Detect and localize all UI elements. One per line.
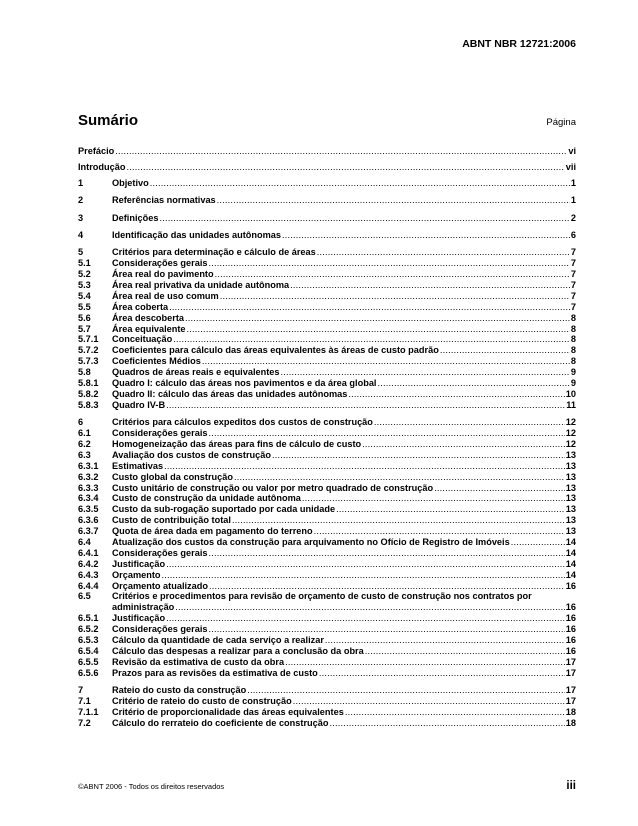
toc-entry-title: Custo de construção da unidade autônoma xyxy=(112,493,301,504)
toc-entry-page: 13 xyxy=(565,449,576,460)
toc-entry[interactable] xyxy=(78,302,576,313)
toc-entry-number: 5.8.2 xyxy=(78,388,99,399)
toc-entry-page: 9 xyxy=(570,367,576,378)
toc-entry-page: 16 xyxy=(565,613,576,624)
toc-entry-page: 17 xyxy=(565,685,576,696)
toc-entry-page: 6 xyxy=(570,229,576,240)
toc-entry-page: 17 xyxy=(565,695,576,706)
toc-leader-dots xyxy=(162,570,565,581)
toc-entry-number: 6.3.7 xyxy=(78,526,99,537)
toc-entry-number: 5.7.3 xyxy=(78,356,99,367)
toc-leader-dots xyxy=(325,635,565,646)
toc-entry-title: Atualização dos custos da construção para arquivamento no Ofício de Registro de Imóveis xyxy=(112,537,510,547)
toc-entry-page: 14 xyxy=(565,569,576,580)
toc-entry-page: 10 xyxy=(565,388,576,399)
toc-leader-dots xyxy=(215,269,570,280)
toc-entry[interactable] xyxy=(78,657,576,668)
toc-entry-title: Avaliação dos custos de construção xyxy=(112,449,271,460)
toc-entry-title: Quadro II: cálculo das áreas das unidades autônomas xyxy=(112,388,348,399)
toc-entry-number: 6.4 xyxy=(78,537,91,547)
toc-entry-title: Área real do pavimento xyxy=(112,269,214,280)
toc-entry-number: 6.5.3 xyxy=(78,635,99,646)
page-column-label: Página xyxy=(546,117,576,128)
toc-entry-page: 13 xyxy=(565,493,576,504)
toc-leader-dots xyxy=(159,213,569,224)
toc-leader-dots xyxy=(440,345,570,356)
toc-entry-title: Área real de uso comum xyxy=(112,290,219,301)
toc-leader-dots xyxy=(345,707,565,718)
toc-entry-title: Introdução xyxy=(78,161,126,172)
toc-entry-page: 11 xyxy=(566,399,576,410)
toc-entry-number: 6 xyxy=(78,417,84,428)
footer xyxy=(78,780,576,792)
toc-entry-page: 8 xyxy=(570,345,576,356)
toc-entry[interactable] xyxy=(78,526,576,537)
toc-entry-page: 8 xyxy=(570,323,576,334)
toc-entry-page: 13 xyxy=(565,460,576,471)
toc-entry-page: 12 xyxy=(565,417,576,428)
toc-entry-title: Critérios para determinação e cálculo de áreas xyxy=(112,247,316,258)
toc-entry[interactable] xyxy=(78,613,576,624)
page-title: Sumário xyxy=(78,112,139,129)
toc-leader-dots xyxy=(314,526,565,537)
toc-entry[interactable] xyxy=(78,461,576,472)
toc-entry-number: 6.4.3 xyxy=(78,569,99,580)
toc-entry-page: 14 xyxy=(565,547,576,558)
toc-leader-dots xyxy=(217,195,570,206)
toc-entry-number: 7.1 xyxy=(78,695,91,706)
toc-entry[interactable] xyxy=(78,345,576,356)
toc-leader-dots xyxy=(115,146,567,157)
toc-entry[interactable] xyxy=(78,400,576,411)
toc-entry-title: Coeficientes para cálculo das áreas equivalentes às áreas de custo padrão xyxy=(112,345,439,356)
toc-entry-number: 6.5 xyxy=(78,591,91,602)
toc-entry[interactable] xyxy=(78,356,576,367)
toc-entry-page: 16 xyxy=(565,602,576,613)
toc-entry[interactable] xyxy=(78,389,576,400)
toc-entry[interactable] xyxy=(78,591,576,602)
toc-leader-dots xyxy=(209,548,565,559)
toc-entry-page: 18 xyxy=(565,717,576,728)
toc-entry-title: Justificação xyxy=(112,558,166,569)
toc-entry-page: 12 xyxy=(565,428,576,439)
toc-leader-dots xyxy=(150,178,570,189)
toc-leader-dots xyxy=(378,378,570,389)
toc-entry[interactable] xyxy=(78,213,576,224)
toc-entry-title: Cálculo da quantidade de cada serviço a realizar xyxy=(112,635,324,646)
toc-entry-number: 6.3.5 xyxy=(78,504,99,515)
toc-entry-number: 6.5.5 xyxy=(78,656,99,667)
toc-entry-number: 4 xyxy=(78,229,84,240)
toc-leader-dots xyxy=(209,258,570,269)
toc-entry-page: 13 xyxy=(565,482,576,493)
toc-entry-page: 7 xyxy=(570,290,576,301)
toc-entry[interactable] xyxy=(78,334,576,345)
toc-entry-page: 1 xyxy=(570,195,576,206)
toc-entry-number: 5.7.1 xyxy=(78,334,99,345)
toc-entry[interactable] xyxy=(78,483,576,494)
toc-entry-continuation[interactable] xyxy=(78,602,576,613)
toc-leader-dots xyxy=(247,685,565,696)
toc-entry-title: Área coberta xyxy=(112,301,169,312)
toc-entry-title: Custo global da construção xyxy=(112,471,233,482)
toc-leader-dots xyxy=(202,356,570,367)
toc-entry-number: 7.2 xyxy=(78,717,91,728)
toc-leader-dots xyxy=(434,483,565,494)
toc-entry-page: vii xyxy=(565,161,576,172)
toc-entry-number: 6.3.3 xyxy=(78,482,99,493)
toc-entry-number: 5.2 xyxy=(78,269,91,280)
toc-entry[interactable] xyxy=(78,178,576,189)
toc-entry[interactable] xyxy=(78,624,576,635)
toc-leader-dots xyxy=(362,439,565,450)
toc-entry-title: Definições xyxy=(112,212,159,223)
toc-leader-dots xyxy=(166,559,565,570)
toc-entry-title: Considerações gerais xyxy=(112,624,208,635)
toc-entry-page: 8 xyxy=(570,356,576,367)
toc-entry-number: 6.1 xyxy=(78,428,91,439)
toc-entry[interactable] xyxy=(78,195,576,206)
toc-entry[interactable] xyxy=(78,696,576,707)
toc-entry-page: vi xyxy=(568,146,576,156)
toc-entry[interactable] xyxy=(78,668,576,679)
toc-leader-dots xyxy=(164,461,565,472)
toc-entry-page: 18 xyxy=(565,706,576,717)
toc-leader-dots xyxy=(272,450,565,461)
toc-entry-number: 6.5.1 xyxy=(78,613,99,624)
toc-entry[interactable] xyxy=(78,313,576,324)
toc-entry[interactable] xyxy=(78,450,576,461)
toc-entry-title: Quadro IV-B xyxy=(112,399,166,410)
toc-entry-number: 6.2 xyxy=(78,438,91,449)
toc-entry-title: Cálculo do rerrateio do coeficiente de construção xyxy=(112,717,329,728)
toc-entry[interactable] xyxy=(78,291,576,302)
toc-leader-dots xyxy=(166,613,565,624)
toc-entry-title: Quadro I: cálculo das áreas nos pavimentos e da área global xyxy=(112,378,377,389)
toc-entry-number: 6.3.1 xyxy=(78,460,99,471)
toc-entry-number: 5.4 xyxy=(78,290,91,301)
toc-entry-title: Prazos para as revisões da estimativa de custo xyxy=(112,667,318,678)
toc-entry-number: 5.7.2 xyxy=(78,345,99,356)
toc-entry-number: 5.8.1 xyxy=(78,378,99,389)
toc-entry-title: Estimativas xyxy=(112,460,164,471)
toc-entry-page: 7 xyxy=(570,301,576,312)
toc-leader-dots xyxy=(365,646,565,657)
toc-leader-dots xyxy=(281,367,570,378)
toc-entry-title: Critérios e procedimentos para revisão de orçamento de custo de construção nos contratos por xyxy=(112,591,532,602)
toc-leader-dots xyxy=(293,696,565,707)
toc-entry[interactable] xyxy=(78,247,576,258)
toc-entry-title-continued: administração xyxy=(112,602,175,613)
toc-entry-title: Critério de rateio do custo de construção xyxy=(112,695,292,706)
toc-entry-title: Quota de área dada em pagamento do terreno xyxy=(112,526,313,537)
toc-entry-number: 5.8 xyxy=(78,367,91,378)
toc-entry[interactable] xyxy=(78,515,576,526)
toc-entry-page: 2 xyxy=(570,212,576,223)
toc-entry[interactable] xyxy=(78,269,576,280)
toc-leader-dots xyxy=(209,428,565,439)
toc-entry-number: 6.4.1 xyxy=(78,547,99,558)
toc-entry-number: 6.3.2 xyxy=(78,471,99,482)
toc-entry-title: Revisão da estimativa de custo da obra xyxy=(112,656,285,667)
toc-entry-title: Custo unitário de construção ou valor por metro quadrado de construção xyxy=(112,482,434,493)
toc-leader-dots xyxy=(285,657,565,668)
toc-entry-page: 8 xyxy=(570,312,576,323)
toc-entry-page: 17 xyxy=(565,667,576,678)
toc-entry-page: 13 xyxy=(565,471,576,482)
toc-leader-dots xyxy=(374,417,565,428)
toc-entry-number: 6.4.4 xyxy=(78,580,99,591)
toc-entry-title: Custo de contribuição total xyxy=(112,515,231,526)
toc-entry-title: Quadros de áreas reais e equivalentes xyxy=(112,367,280,378)
toc-entry-title: Área real privativa da unidade autônoma xyxy=(112,280,290,291)
toc-entry-number: 5.3 xyxy=(78,280,91,291)
toc-leader-dots xyxy=(329,718,564,729)
toc-entry-title: Prefácio xyxy=(78,146,115,156)
toc-entry-number: 6.3.6 xyxy=(78,515,99,526)
toc-entry-number: 3 xyxy=(78,212,84,223)
toc-entry-number: 5.1 xyxy=(78,258,91,269)
toc-entry[interactable] xyxy=(78,439,576,450)
toc-entry[interactable] xyxy=(78,367,576,378)
toc-entry-title: Considerações gerais xyxy=(112,547,208,558)
toc-entry-page: 16 xyxy=(565,645,576,656)
toc-entry[interactable] xyxy=(78,428,576,439)
toc-entry[interactable] xyxy=(78,146,576,157)
toc-entry[interactable] xyxy=(78,635,576,646)
toc-entry[interactable] xyxy=(78,537,576,548)
toc-entry[interactable] xyxy=(78,162,576,173)
toc-entry[interactable] xyxy=(78,570,576,581)
toc-entry[interactable] xyxy=(78,280,576,291)
toc-entry[interactable] xyxy=(78,417,576,428)
toc-leader-dots xyxy=(175,602,564,613)
toc-entry-number: 6.5.2 xyxy=(78,624,99,635)
toc-entry[interactable] xyxy=(78,504,576,515)
toc-entry-page: 9 xyxy=(570,378,576,389)
toc-entry-number: 5.5 xyxy=(78,301,91,312)
toc-entry[interactable] xyxy=(78,230,576,241)
toc-entry-number: 2 xyxy=(78,195,84,206)
document-standard-header: ABNT NBR 12721:2006 xyxy=(462,38,576,50)
copyright-notice: ©ABNT 2006 - Todos os direitos reservados xyxy=(78,782,225,791)
toc-entry-title: Rateio do custo da construção xyxy=(112,685,247,696)
toc-entry-page: 16 xyxy=(565,624,576,635)
toc-entry-title: Orçamento atualizado xyxy=(112,580,208,591)
toc-entry[interactable] xyxy=(78,258,576,269)
toc-entry-number: 6.5.6 xyxy=(78,667,99,678)
toc-entry-page: 14 xyxy=(565,558,576,569)
toc-leader-dots xyxy=(348,389,564,400)
toc-leader-dots xyxy=(166,400,565,411)
toc-leader-dots xyxy=(126,162,564,173)
toc-leader-dots xyxy=(290,280,570,291)
toc-entry-number: 5.8.3 xyxy=(78,399,99,410)
toc-entry[interactable] xyxy=(78,548,576,559)
toc-entry-page: 14 xyxy=(565,537,576,547)
toc-entry[interactable] xyxy=(78,378,576,389)
toc-entry[interactable] xyxy=(78,581,576,592)
toc-entry[interactable] xyxy=(78,646,576,657)
toc-entry[interactable] xyxy=(78,707,576,718)
toc-entry-title: Identificação das unidades autônomas xyxy=(112,229,281,240)
toc-entry-page: 13 xyxy=(565,515,576,526)
toc-entry-page: 17 xyxy=(565,656,576,667)
toc-entry[interactable] xyxy=(78,493,576,504)
toc-entry-number: 6.5.4 xyxy=(78,645,99,656)
toc-leader-dots xyxy=(319,668,565,679)
toc-entry-title: Cálculo das despesas a realizar para a conclusão da obra xyxy=(112,645,364,656)
toc-entry-number: 6.3 xyxy=(78,449,91,460)
toc-entry-page: 16 xyxy=(565,580,576,591)
toc-leader-dots xyxy=(209,624,565,635)
toc-entry-page: 12 xyxy=(565,438,576,449)
toc-entry-title: Orçamento xyxy=(112,569,161,580)
toc-entry-title: Área descoberta xyxy=(112,312,185,323)
toc-leader-dots xyxy=(317,247,570,258)
toc-entry-title: Considerações gerais xyxy=(112,258,208,269)
toc-entry-title: Referências normativas xyxy=(112,195,216,206)
toc-entry-page: 7 xyxy=(570,247,576,258)
toc-entry-number: 5 xyxy=(78,247,84,258)
toc-entry[interactable] xyxy=(78,472,576,483)
toc-entry-title: Conceituação xyxy=(112,334,173,345)
toc-entry-number: 5.7 xyxy=(78,323,91,334)
toc-entry-number: 6.3.4 xyxy=(78,493,99,504)
toc-entry-title: Custo da sub-rogação suportado por cada unidade xyxy=(112,504,336,515)
toc-entry-title: Coeficientes Médios xyxy=(112,356,201,367)
toc-entry[interactable] xyxy=(78,685,576,696)
toc-leader-dots xyxy=(185,313,570,324)
toc-entry-title: Considerações gerais xyxy=(112,428,208,439)
toc-entry-number: 6.4.2 xyxy=(78,558,99,569)
page-number: iii xyxy=(566,780,576,792)
toc-entry-page: 13 xyxy=(565,504,576,515)
toc-leader-dots xyxy=(187,324,570,335)
toc-entry-title: Homogeneização das áreas para fins de cálculo de custo xyxy=(112,438,362,449)
toc-leader-dots xyxy=(511,537,565,548)
toc-leader-dots xyxy=(169,302,570,313)
table-of-contents xyxy=(78,146,576,729)
toc-entry[interactable] xyxy=(78,324,576,335)
toc-entry-page: 16 xyxy=(565,635,576,646)
toc-entry-title: Justificação xyxy=(112,613,166,624)
toc-entry[interactable] xyxy=(78,718,576,729)
toc-leader-dots xyxy=(232,515,565,526)
toc-leader-dots xyxy=(173,334,570,345)
toc-entry-page: 7 xyxy=(570,269,576,280)
toc-leader-dots xyxy=(302,493,565,504)
toc-entry-number: 7.1.1 xyxy=(78,706,99,717)
title-row xyxy=(78,112,576,129)
toc-entry-title: Critério de proporcionalidade das áreas equivalentes xyxy=(112,706,344,717)
toc-entry-number: 5.6 xyxy=(78,312,91,323)
toc-entry-page: 1 xyxy=(570,177,576,188)
toc-leader-dots xyxy=(336,504,565,515)
toc-entry-title: Área equivalente xyxy=(112,323,186,334)
toc-entry-number: 7 xyxy=(78,685,84,696)
toc-entry-page: 7 xyxy=(570,258,576,269)
toc-leader-dots xyxy=(220,291,570,302)
toc-entry-page: 8 xyxy=(570,334,576,345)
toc-entry-number: 1 xyxy=(78,177,84,188)
toc-leader-dots xyxy=(282,230,570,241)
toc-leader-dots xyxy=(234,472,565,483)
toc-leader-dots xyxy=(209,581,565,592)
toc-entry-page: 7 xyxy=(570,280,576,291)
toc-entry-title: Objetivo xyxy=(112,177,149,188)
toc-entry-page: 13 xyxy=(565,526,576,537)
toc-entry[interactable] xyxy=(78,559,576,570)
toc-entry-title: Critérios para cálculos expeditos dos custos de construção xyxy=(112,417,373,428)
